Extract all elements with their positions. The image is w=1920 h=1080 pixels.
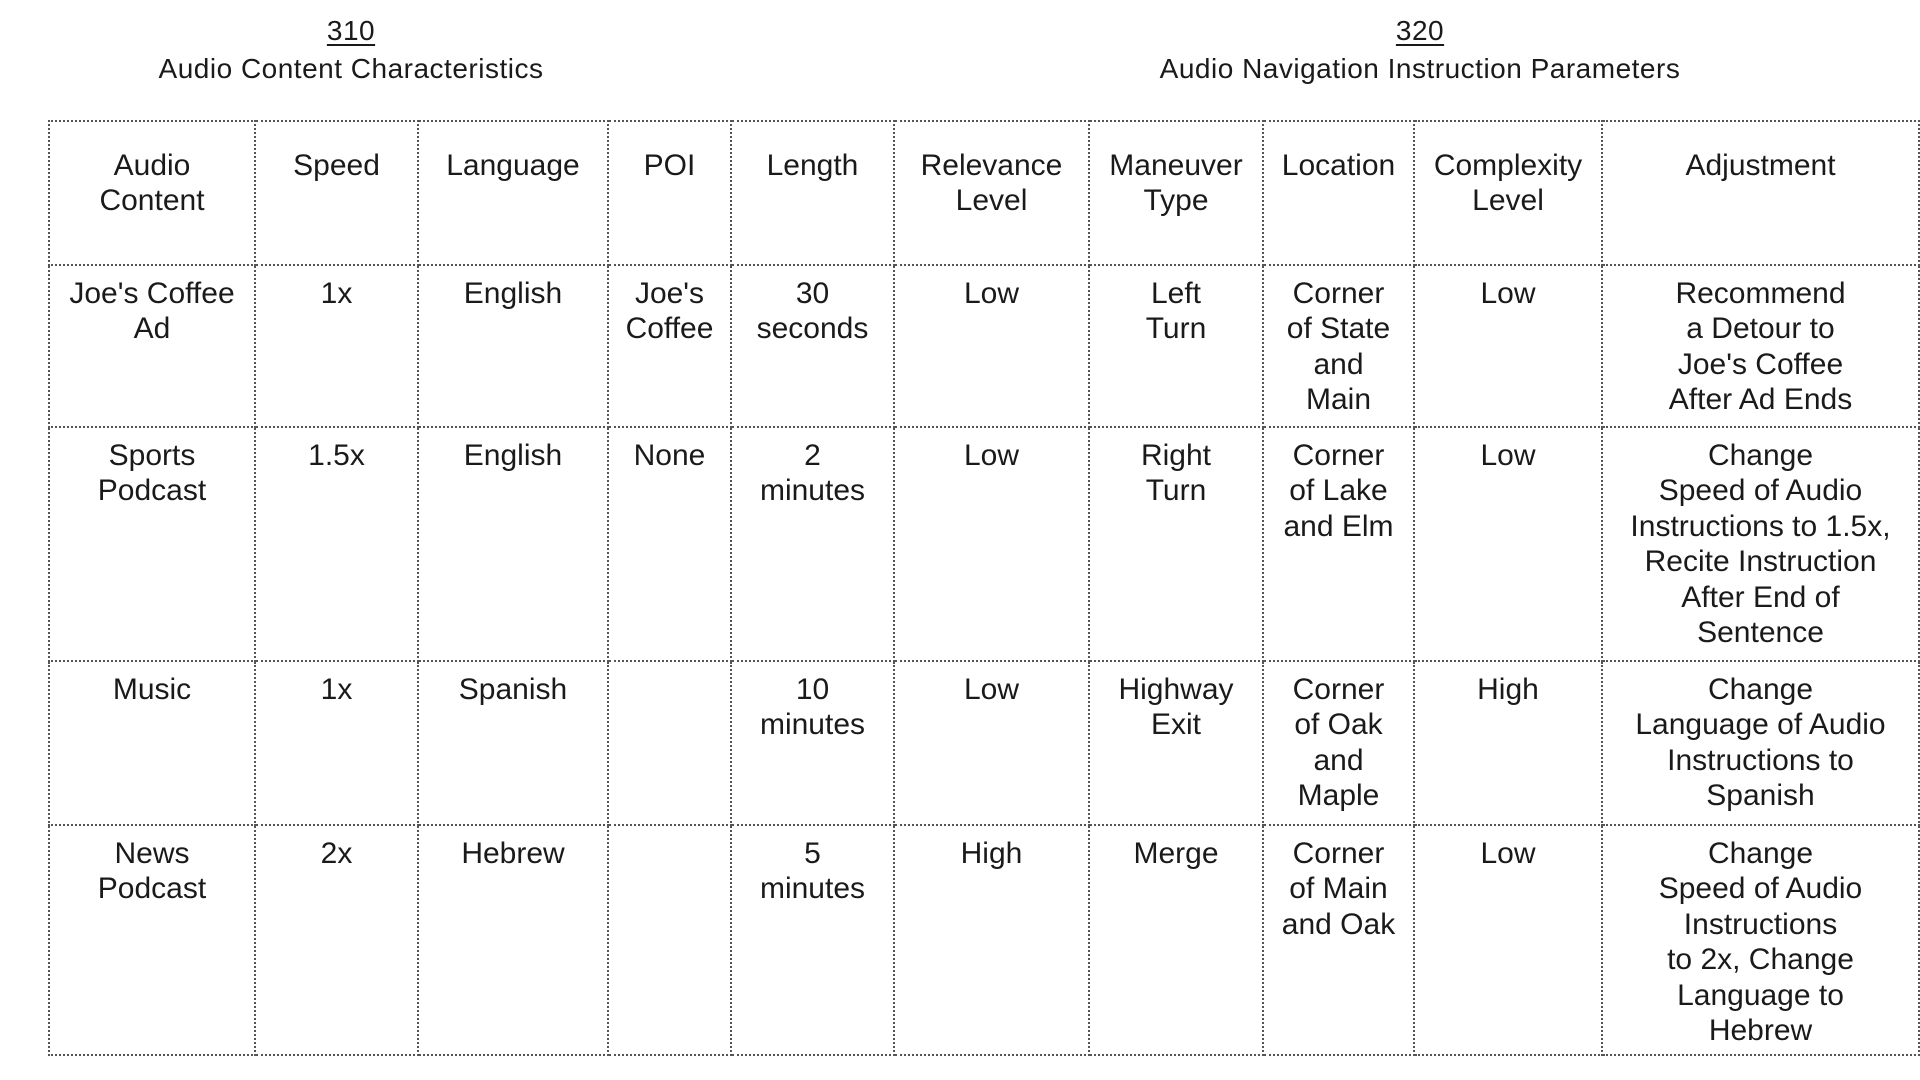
cell-location: Corner of State and Main xyxy=(1263,265,1414,427)
column-header-poi: POI xyxy=(608,121,731,265)
cell-complexity-level: Low xyxy=(1414,265,1602,427)
cell-complexity-level: Low xyxy=(1414,825,1602,1055)
column-header-location: Location xyxy=(1263,121,1414,265)
cell-language: English xyxy=(418,427,608,661)
cell-location: Corner of Lake and Elm xyxy=(1263,427,1414,661)
group-title-audio-content: Audio Content Characteristics xyxy=(158,52,544,84)
cell-poi xyxy=(608,661,731,825)
cell-language: Hebrew xyxy=(418,825,608,1055)
cell-adjustment: Change Language of Audio Instructions to Spanish xyxy=(1602,661,1919,825)
column-header-adjustment: Adjustment xyxy=(1602,121,1919,265)
cell-poi xyxy=(608,825,731,1055)
column-header-complexity-level: Complexity Level xyxy=(1414,121,1602,265)
cell-relevance-level: Low xyxy=(894,661,1089,825)
cell-adjustment: Change Speed of Audio Instructions to 2x, Change Language to Hebrew xyxy=(1602,825,1919,1055)
cell-audio-content: Sports Podcast xyxy=(49,427,255,661)
cell-audio-content: News Podcast xyxy=(49,825,255,1055)
cell-speed: 2x xyxy=(255,825,418,1055)
cell-length: 10 minutes xyxy=(731,661,894,825)
group-heading-audio-navigation-parameters xyxy=(1080,12,1760,88)
cell-maneuver-type: Highway Exit xyxy=(1089,661,1263,825)
table-row xyxy=(49,265,1919,427)
cell-language: English xyxy=(418,265,608,427)
column-header-language: Language xyxy=(418,121,608,265)
cell-length: 5 minutes xyxy=(731,825,894,1055)
cell-audio-content: Music xyxy=(49,661,255,825)
cell-length: 2 minutes xyxy=(731,427,894,661)
cell-complexity-level: Low xyxy=(1414,427,1602,661)
cell-language: Spanish xyxy=(418,661,608,825)
cell-location: Corner of Oak and Maple xyxy=(1263,661,1414,825)
audio-adjustment-table xyxy=(48,120,1920,1056)
cell-relevance-level: Low xyxy=(894,427,1089,661)
cell-speed: 1x xyxy=(255,265,418,427)
cell-maneuver-type: Merge xyxy=(1089,825,1263,1055)
table-row xyxy=(49,825,1919,1055)
group-title-navigation-parameters: Audio Navigation Instruction Parameters xyxy=(1159,52,1681,84)
cell-adjustment: Change Speed of Audio Instructions to 1.5x, Recite Instruction After End of Sentence xyxy=(1602,427,1919,661)
cell-location: Corner of Main and Oak xyxy=(1263,825,1414,1055)
column-header-maneuver-type: Maneuver Type xyxy=(1089,121,1263,265)
reference-numeral-310: 310 xyxy=(326,15,376,46)
table-row xyxy=(49,427,1919,661)
column-header-audio-content: Audio Content xyxy=(49,121,255,265)
cell-maneuver-type: Right Turn xyxy=(1089,427,1263,661)
cell-length: 30 seconds xyxy=(731,265,894,427)
column-header-speed: Speed xyxy=(255,121,418,265)
header-row xyxy=(49,121,1919,265)
column-header-relevance-level: Relevance Level xyxy=(894,121,1089,265)
cell-speed: 1.5x xyxy=(255,427,418,661)
cell-maneuver-type: Left Turn xyxy=(1089,265,1263,427)
cell-complexity-level: High xyxy=(1414,661,1602,825)
cell-poi: None xyxy=(608,427,731,661)
cell-relevance-level: Low xyxy=(894,265,1089,427)
group-heading-audio-content-characteristics xyxy=(100,12,602,88)
cell-audio-content: Joe's Coffee Ad xyxy=(49,265,255,427)
column-header-length: Length xyxy=(731,121,894,265)
table-row xyxy=(49,661,1919,825)
cell-adjustment: Recommend a Detour to Joe's Coffee After Ad Ends xyxy=(1602,265,1919,427)
cell-poi: Joe's Coffee xyxy=(608,265,731,427)
cell-speed: 1x xyxy=(255,661,418,825)
cell-relevance-level: High xyxy=(894,825,1089,1055)
reference-numeral-320: 320 xyxy=(1395,15,1445,46)
